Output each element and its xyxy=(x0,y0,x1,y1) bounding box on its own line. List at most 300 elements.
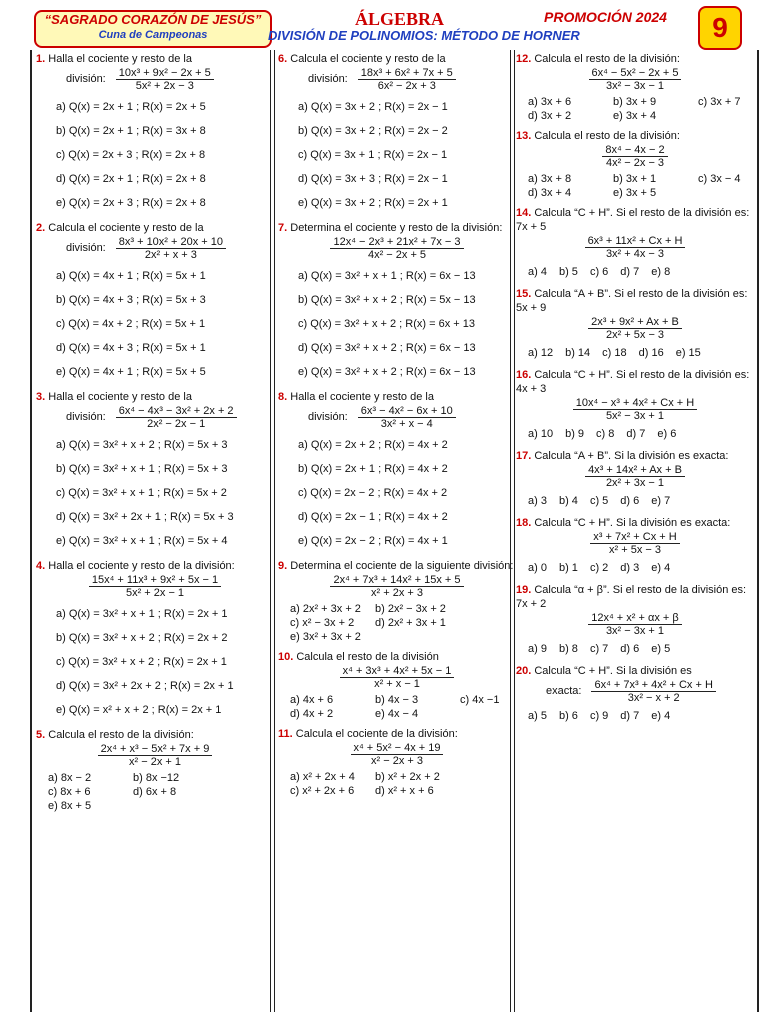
answer-option: e) 6 xyxy=(657,428,677,440)
divisor: 5x² + 2x − 1 xyxy=(125,587,185,599)
answer-option: e) 4 xyxy=(651,710,671,722)
answer-option: c) x² + 2x + 6 xyxy=(290,785,355,797)
problem-number: 15. xyxy=(516,288,532,300)
answer-option: c) Q(x) = 3x² + x + 2 ; R(x) = 2x + 1 xyxy=(56,656,227,668)
problem-item xyxy=(516,664,754,725)
fraction-row xyxy=(278,67,516,92)
problem-text: Calcula “C + H”. Si el resto de la división es: 7x + 5 xyxy=(516,207,750,233)
fraction-row xyxy=(516,531,754,556)
fraction-lead: división: xyxy=(66,73,106,86)
divisor: x² + 2x + 3 xyxy=(371,587,423,599)
problem-item xyxy=(36,221,274,384)
answer-option: c) Q(x) = 3x² + x + 1 ; R(x) = 5x + 2 xyxy=(56,487,227,499)
problem-item xyxy=(516,206,754,281)
answer-option: c) 5 xyxy=(589,495,609,507)
answer-option: b) Q(x) = 3x² + x + 2 ; R(x) = 2x + 2 xyxy=(56,632,228,644)
problem-item xyxy=(36,559,274,722)
answer-option: b) 6 xyxy=(558,710,578,722)
polynomial-fraction xyxy=(588,612,681,637)
fraction-row xyxy=(516,144,754,169)
polynomial-fraction xyxy=(330,236,463,261)
answer-option: d) 7 xyxy=(620,266,640,278)
dividend: 12x⁴ − 2x³ + 21x² + 7x − 3 xyxy=(330,236,463,249)
problem-item xyxy=(36,52,274,215)
answer-option: e) Q(x) = 3x² + x + 1 ; R(x) = 5x + 4 xyxy=(56,535,228,547)
problem-item xyxy=(278,52,516,215)
divisor: x² + x − 1 xyxy=(374,678,420,690)
problem-text: Calcula el resto de la división: xyxy=(48,729,194,741)
problem-text: Calcula “C + H”. Si el resto de la división es: 4x + 3 xyxy=(516,369,750,395)
answer-option: d) x² + x + 6 xyxy=(375,785,434,797)
answer-option: c) 3x + 7 xyxy=(698,96,741,108)
sheet-number-badge: 9 xyxy=(698,6,742,50)
answer-option: c) Q(x) = 4x + 2 ; R(x) = 5x + 1 xyxy=(56,318,206,330)
polynomial-fraction xyxy=(116,67,214,92)
dividend: 10x³ + 9x² − 2x + 5 xyxy=(116,67,214,80)
answer-option: a) Q(x) = 3x² + x + 2 ; R(x) = 5x + 3 xyxy=(56,439,228,451)
problem-statement xyxy=(516,516,754,530)
answer-option: d) Q(x) = 3x + 3 ; R(x) = 2x − 1 xyxy=(298,173,448,185)
answer-option: d) 6x + 8 xyxy=(133,786,177,798)
problem-text: Halla el cociente y resto de la división: xyxy=(48,560,235,572)
answer-option: d) 16 xyxy=(638,347,664,359)
divisor: 4x² − 2x + 5 xyxy=(367,249,427,261)
answer-option: a) Q(x) = 4x + 1 ; R(x) = 5x + 1 xyxy=(56,270,206,282)
divisor: 5x² − 3x + 1 xyxy=(605,410,665,422)
problem-statement xyxy=(516,129,754,143)
fraction-row xyxy=(516,235,754,260)
answer-option: b) Q(x) = 4x + 3 ; R(x) = 5x + 3 xyxy=(56,294,206,306)
answer-option: a) 2x² + 3x + 2 xyxy=(290,603,361,615)
dividend: 6x⁴ − 4x³ − 3x² + 2x + 2 xyxy=(116,405,237,418)
polynomial-fraction xyxy=(585,235,686,260)
divisor: 3x² − x + 2 xyxy=(627,692,680,704)
fraction-lead: división: xyxy=(308,73,348,86)
problem-statement xyxy=(278,650,516,664)
dividend: 6x⁴ + 7x³ + 4x² + Cx + H xyxy=(591,679,715,692)
problem-item xyxy=(516,516,754,577)
answer-option: c) 4x −1 xyxy=(460,694,500,706)
fraction-lead: división: xyxy=(66,242,106,255)
problem-column-3 xyxy=(516,52,754,731)
school-name: “SAGRADO CORAZÓN DE JESÚS” xyxy=(44,12,262,27)
fraction-row xyxy=(278,236,516,261)
dividend: x⁴ + 5x² − 4x + 19 xyxy=(351,742,444,755)
polynomial-fraction xyxy=(588,316,682,341)
answer-option xyxy=(375,630,460,644)
answer-option: c) Q(x) = 2x + 3 ; R(x) = 2x + 8 xyxy=(56,149,206,161)
problem-text: Calcula el resto de la división: xyxy=(534,130,680,142)
dividend: 8x³ + 10x² + 20x + 10 xyxy=(116,236,226,249)
answer-option: e) 3x + 4 xyxy=(613,110,657,122)
answer-options xyxy=(516,425,754,443)
answer-option xyxy=(218,799,278,813)
answer-option: e) 15 xyxy=(675,347,701,359)
answer-option: a) Q(x) = 2x + 2 ; R(x) = 4x + 2 xyxy=(298,439,448,451)
answer-option: c) 18 xyxy=(602,347,627,359)
answer-option: b) 4 xyxy=(558,495,578,507)
divisor: 3x² + x − 4 xyxy=(380,418,433,430)
polynomial-fraction xyxy=(340,665,455,690)
answer-option xyxy=(218,771,278,785)
answer-option: d) 6 xyxy=(620,495,640,507)
answer-option: d) 3 xyxy=(620,562,640,574)
polynomial-fraction xyxy=(591,679,715,704)
problem-item xyxy=(36,728,274,813)
problem-statement xyxy=(516,206,754,234)
problem-statement xyxy=(516,583,754,611)
problem-statement xyxy=(516,449,754,463)
answer-options xyxy=(516,492,754,510)
divisor: x² + 5x − 3 xyxy=(609,544,661,556)
promotion-label: PROMOCIÓN 2024 xyxy=(544,9,667,25)
problem-item xyxy=(278,221,516,384)
dividend: 18x³ + 6x² + 7x + 5 xyxy=(358,67,456,80)
problem-number: 10. xyxy=(278,651,294,663)
problem-text: Calcula el resto de la división: xyxy=(534,53,680,65)
dividend: x³ + 7x² + Cx + H xyxy=(590,531,679,544)
answer-options xyxy=(516,559,754,577)
answer-option: c) 2 xyxy=(589,562,609,574)
problem-text: Calcula “A + B”. Si la división es exacta: xyxy=(534,450,729,462)
answer-option: e) Q(x) = 4x + 1 ; R(x) = 5x + 5 xyxy=(56,366,206,378)
answer-option: c) 6 xyxy=(589,266,609,278)
answer-option: e) 4 xyxy=(651,562,671,574)
school-badge xyxy=(34,10,272,48)
problem-statement xyxy=(278,727,516,741)
problem-item xyxy=(516,368,754,443)
problem-number: 6. xyxy=(278,53,288,65)
polynomial-fraction xyxy=(358,67,456,92)
problem-item xyxy=(516,287,754,362)
answer-option: b) 2x² − 3x + 2 xyxy=(375,603,446,615)
problem-statement xyxy=(278,390,516,404)
divisor: 2x² − 2x − 1 xyxy=(147,418,206,430)
answer-option xyxy=(218,785,278,799)
problem-text: Calcula el resto de la división xyxy=(296,651,439,663)
problem-number: 13. xyxy=(516,130,532,142)
answer-option: a) 4x + 6 xyxy=(290,694,334,706)
answer-option: b) Q(x) = 3x² + x + 1 ; R(x) = 5x + 3 xyxy=(56,463,228,475)
answer-option: e) Q(x) = 2x + 3 ; R(x) = 2x + 8 xyxy=(56,197,206,209)
problem-text: Calcula el cociente y resto de la xyxy=(290,53,446,65)
answer-option: c) Q(x) = 3x² + x + 2 ; R(x) = 6x + 13 xyxy=(298,318,475,330)
answer-option: b) Q(x) = 3x² + x + 2 ; R(x) = 5x − 13 xyxy=(298,294,476,306)
problem-statement xyxy=(516,52,754,66)
answer-option: a) 10 xyxy=(528,428,554,440)
problem-item xyxy=(278,650,516,721)
problem-statement xyxy=(278,221,516,235)
fraction-row xyxy=(516,397,754,422)
polynomial-fraction xyxy=(98,743,213,768)
answer-option: a) 3 xyxy=(528,495,547,507)
answer-option: b) Q(x) = 3x + 2 ; R(x) = 2x − 2 xyxy=(298,125,448,137)
answer-option: d) Q(x) = 3x² + x + 2 ; R(x) = 6x − 13 xyxy=(298,342,476,354)
polynomial-fraction xyxy=(573,397,697,422)
problem-text: Halla el cociente y resto de la xyxy=(290,391,434,403)
polynomial-fraction xyxy=(589,67,682,92)
problem-text: Halla el cociente y resto de la xyxy=(48,391,192,403)
problem-number: 17. xyxy=(516,450,532,462)
divisor: x² − 2x + 3 xyxy=(371,755,423,767)
divisor: 2x² + x + 3 xyxy=(144,249,197,261)
problem-text: Calcula “α + β”. Si el resto de la división es: 7x + 2 xyxy=(516,584,747,610)
problem-number: 1. xyxy=(36,53,46,65)
polynomial-fraction xyxy=(351,742,444,767)
answer-option: e) Q(x) = 2x − 2 ; R(x) = 4x + 1 xyxy=(298,535,448,547)
answer-option xyxy=(460,784,520,798)
answer-option: d) 7 xyxy=(620,710,640,722)
topic-title: DIVISIÓN DE POLINOMIOS: MÉTODO DE HORNER xyxy=(268,28,580,43)
answer-option: d) Q(x) = 2x − 1 ; R(x) = 4x + 2 xyxy=(298,511,448,523)
problem-item xyxy=(36,390,274,553)
answer-options xyxy=(516,172,754,200)
dividend: 2x³ + 9x² + Ax + B xyxy=(588,316,682,329)
fraction-row xyxy=(278,405,516,430)
answer-option xyxy=(460,602,520,616)
answer-option: c) Q(x) = 2x − 2 ; R(x) = 4x + 2 xyxy=(298,487,448,499)
fraction-row xyxy=(278,742,516,767)
polynomial-fraction xyxy=(358,405,456,430)
answer-option: e) 8x + 5 xyxy=(48,800,92,812)
problem-item xyxy=(278,559,516,644)
dividend: 4x³ + 14x² + Ax + B xyxy=(585,464,685,477)
problem-item xyxy=(278,390,516,553)
answer-option: d) 2x² + 3x + 1 xyxy=(375,617,446,629)
answer-option: d) Q(x) = 3x² + 2x + 2 ; R(x) = 2x + 1 xyxy=(56,680,234,692)
problem-number: 20. xyxy=(516,665,532,677)
answer-option: b) 5 xyxy=(558,266,578,278)
fraction-row xyxy=(516,679,754,704)
answer-option: c) Q(x) = 3x + 1 ; R(x) = 2x − 1 xyxy=(298,149,448,161)
answer-option xyxy=(698,186,758,200)
answer-option: a) Q(x) = 3x² + x + 1 ; R(x) = 2x + 1 xyxy=(56,608,228,620)
polynomial-fraction xyxy=(602,144,667,169)
fraction-row xyxy=(36,405,274,430)
answer-option: d) Q(x) = 2x + 1 ; R(x) = 2x + 8 xyxy=(56,173,206,185)
problem-text: Calcula el cociente de la división: xyxy=(295,728,458,740)
problem-statement xyxy=(516,664,754,678)
answer-option: a) 5 xyxy=(528,710,547,722)
answer-option: e) 7 xyxy=(651,495,671,507)
answer-options xyxy=(516,344,754,362)
polynomial-fraction xyxy=(585,464,685,489)
dividend: 12x⁴ + x² + αx + β xyxy=(588,612,681,625)
answer-option xyxy=(698,109,758,123)
answer-option: a) 4 xyxy=(528,266,547,278)
divisor: 2x² + 5x − 3 xyxy=(605,329,665,341)
problem-number: 11. xyxy=(278,728,293,740)
answer-options xyxy=(278,693,516,721)
problem-number: 8. xyxy=(278,391,288,403)
answer-options xyxy=(278,770,516,798)
fraction-lead: división: xyxy=(308,411,348,424)
answer-option xyxy=(460,630,520,644)
answer-option: b) x² + 2x + 2 xyxy=(375,771,440,783)
problem-statement xyxy=(36,390,274,404)
answer-option: b) 4x − 3 xyxy=(375,694,419,706)
dividend: x⁴ + 3x³ + 4x² + 5x − 1 xyxy=(340,665,455,678)
problem-item xyxy=(516,583,754,658)
problem-number: 2. xyxy=(36,222,46,234)
answer-option: b) 8x −12 xyxy=(133,772,180,784)
answer-option: b) 14 xyxy=(565,347,591,359)
fraction-lead: división: xyxy=(66,411,106,424)
problem-statement xyxy=(516,287,754,315)
answer-option: a) Q(x) = 2x + 1 ; R(x) = 2x + 5 xyxy=(56,101,206,113)
divisor: 6x² − 2x + 3 xyxy=(377,80,436,92)
problem-number: 14. xyxy=(516,207,532,219)
problem-number: 19. xyxy=(516,584,532,596)
answer-option xyxy=(460,770,520,784)
answer-option: d) 4x + 2 xyxy=(290,708,334,720)
fraction-row xyxy=(36,574,274,599)
answer-option: c) 8x + 6 xyxy=(48,786,91,798)
dividend: 6x³ − 4x² − 6x + 10 xyxy=(358,405,456,418)
problem-number: 4. xyxy=(36,560,46,572)
problem-item xyxy=(516,129,754,200)
polynomial-fraction xyxy=(590,531,679,556)
answer-option xyxy=(133,799,218,813)
answer-option: b) 1 xyxy=(558,562,578,574)
answer-options xyxy=(516,640,754,658)
answer-option: c) 3x − 4 xyxy=(698,173,741,185)
answer-option: e) Q(x) = 3x + 2 ; R(x) = 2x + 1 xyxy=(298,197,448,209)
fraction-row xyxy=(278,574,516,599)
answer-option: a) Q(x) = 3x² + x + 1 ; R(x) = 6x − 13 xyxy=(298,270,476,282)
problem-text: Calcula “C + H”. Si la división es exacta: xyxy=(534,517,731,529)
problem-number: 5. xyxy=(36,729,46,741)
fraction-row xyxy=(36,743,274,768)
fraction-row xyxy=(278,665,516,690)
answer-option: a) 3x + 8 xyxy=(528,173,572,185)
problem-number: 18. xyxy=(516,517,532,529)
answer-option: a) 0 xyxy=(528,562,547,574)
fraction-row xyxy=(516,67,754,92)
answer-option: d) 6 xyxy=(620,643,640,655)
answer-option: e) 3x + 5 xyxy=(613,187,657,199)
answer-option: d) 3x + 4 xyxy=(528,187,572,199)
answer-option: b) 9 xyxy=(565,428,585,440)
answer-option: a) Q(x) = 3x + 2 ; R(x) = 2x − 1 xyxy=(298,101,448,113)
dividend: 2x⁴ + x³ − 5x² + 7x + 9 xyxy=(98,743,213,756)
problem-number: 7. xyxy=(278,222,288,234)
answer-option: d) Q(x) = 4x + 3 ; R(x) = 5x + 1 xyxy=(56,342,206,354)
problem-item xyxy=(516,52,754,123)
problem-statement xyxy=(278,52,516,66)
problem-item xyxy=(516,449,754,510)
problem-text: Halla el cociente y resto de la xyxy=(48,53,192,65)
answer-options xyxy=(278,602,516,644)
answer-option: a) 12 xyxy=(528,347,554,359)
answer-option: c) x² − 3x + 2 xyxy=(290,617,355,629)
answer-option: e) 3x² + 3x + 2 xyxy=(290,631,361,643)
answer-option: b) 3x + 9 xyxy=(613,96,657,108)
page-header xyxy=(0,0,768,50)
answer-option: a) 8x − 2 xyxy=(48,772,92,784)
dividend: 8x⁴ − 4x − 2 xyxy=(602,144,667,157)
problem-text: Calcula el cociente y resto de la xyxy=(48,222,204,234)
divisor: 3x² − 3x + 1 xyxy=(605,625,665,637)
answer-option xyxy=(460,707,520,721)
problem-number: 9. xyxy=(278,560,288,572)
polynomial-fraction xyxy=(89,574,221,599)
divisor: 5x² + 2x − 3 xyxy=(135,80,194,92)
divisor: 3x² + 4x − 3 xyxy=(605,248,665,260)
answer-option: b) 3x + 1 xyxy=(613,173,657,185)
answer-option: b) Q(x) = 2x + 1 ; R(x) = 4x + 2 xyxy=(298,463,448,475)
dividend: 10x⁴ − x³ + 4x² + Cx + H xyxy=(573,397,697,410)
answer-option: e) 5 xyxy=(651,643,671,655)
subject-title: ÁLGEBRA xyxy=(355,9,445,29)
problem-number: 16. xyxy=(516,369,532,381)
problem-statement xyxy=(36,559,274,573)
problem-column-2 xyxy=(278,52,516,804)
problem-statement xyxy=(36,728,274,742)
problem-number: 3. xyxy=(36,391,46,403)
problem-text: Determina el cociente de la siguiente división: xyxy=(290,560,514,572)
answer-option: d) Q(x) = 3x² + 2x + 1 ; R(x) = 5x + 3 xyxy=(56,511,234,523)
dividend: 2x⁴ + 7x³ + 14x² + 15x + 5 xyxy=(330,574,463,587)
answer-options xyxy=(516,95,754,123)
answer-option: a) 9 xyxy=(528,643,547,655)
answer-option: d) 7 xyxy=(626,428,646,440)
problem-statement xyxy=(516,368,754,396)
problem-text: Determina el cociente y resto de la división: xyxy=(290,222,503,234)
answer-option: a) x² + 2x + 4 xyxy=(290,771,355,783)
fraction-row xyxy=(36,236,274,261)
problem-column-1 xyxy=(36,52,274,819)
answer-option: e) 4x − 4 xyxy=(375,708,419,720)
fraction-row xyxy=(516,316,754,341)
problem-item xyxy=(278,727,516,798)
answer-option: a) 3x + 6 xyxy=(528,96,572,108)
problem-text: Calcula “C + H”. Si la división es xyxy=(534,665,692,677)
polynomial-fraction xyxy=(116,236,226,261)
answer-option: b) Q(x) = 2x + 1 ; R(x) = 3x + 8 xyxy=(56,125,206,137)
fraction-row xyxy=(516,612,754,637)
problem-statement xyxy=(36,221,274,235)
answer-options xyxy=(516,263,754,281)
divisor: x² − 2x + 1 xyxy=(129,756,181,768)
answer-option: c) 9 xyxy=(589,710,609,722)
answer-options xyxy=(36,771,274,813)
polynomial-fraction xyxy=(116,405,237,430)
answer-option: e) 8 xyxy=(651,266,671,278)
dividend: 15x⁴ + 11x³ + 9x² + 5x − 1 xyxy=(89,574,221,587)
problem-number: 12. xyxy=(516,53,532,65)
polynomial-fraction xyxy=(330,574,463,599)
answer-option: d) 3x + 2 xyxy=(528,110,572,122)
fraction-row xyxy=(516,464,754,489)
problem-statement xyxy=(36,52,274,66)
answer-option: c) 8 xyxy=(596,428,615,440)
fraction-row xyxy=(36,67,274,92)
divisor: 2x² + 3x − 1 xyxy=(605,477,665,489)
problem-text: Calcula “A + B”. Si el resto de la división es: 5x + 9 xyxy=(516,288,748,314)
divisor: 3x² − 3x − 1 xyxy=(605,80,665,92)
school-motto: Cuna de Campeonas xyxy=(98,29,208,41)
dividend: 6x⁴ − 5x² − 2x + 5 xyxy=(589,67,682,80)
answer-option: e) Q(x) = x² + x + 2 ; R(x) = 2x + 1 xyxy=(56,704,222,716)
answer-option: b) 8 xyxy=(558,643,578,655)
answer-option: e) Q(x) = 3x² + x + 2 ; R(x) = 6x − 13 xyxy=(298,366,476,378)
fraction-lead: exacta: xyxy=(546,685,582,698)
answer-options xyxy=(516,707,754,725)
dividend: 6x³ + 11x² + Cx + H xyxy=(585,235,686,248)
divisor: 4x² − 2x − 3 xyxy=(605,157,665,169)
answer-option xyxy=(460,616,520,630)
